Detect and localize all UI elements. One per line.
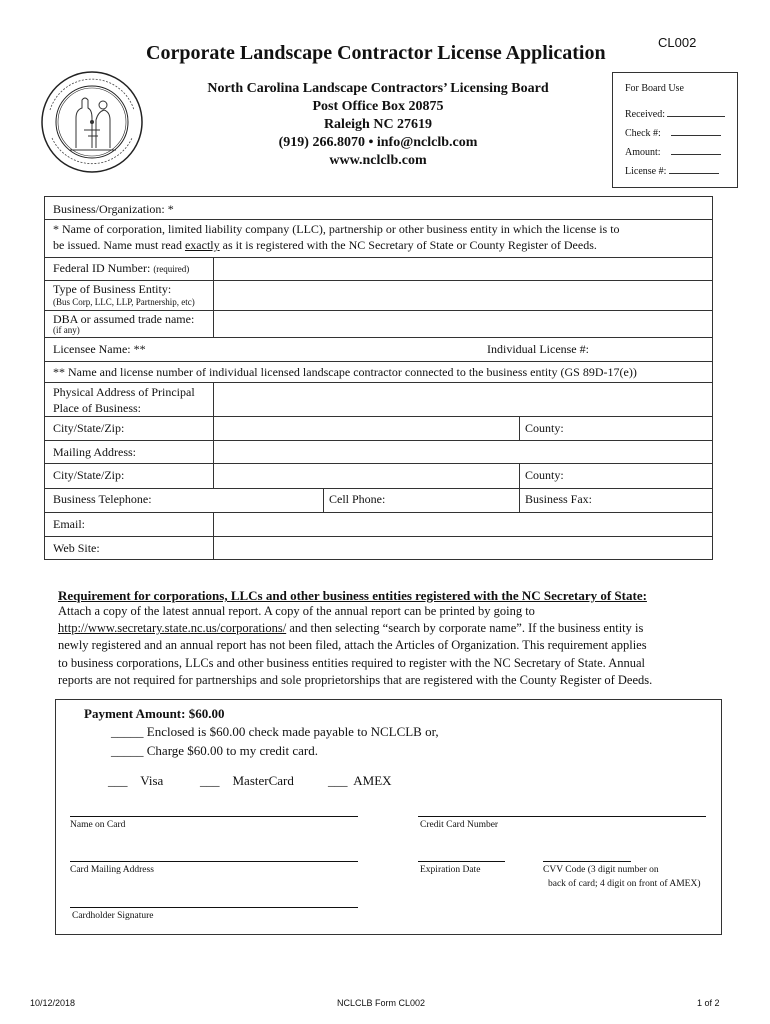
federal-id-input[interactable]	[214, 258, 711, 279]
city-state-zip-label-1: City/State/Zip:	[53, 421, 125, 435]
city-line: Raleigh NC 27619	[323, 117, 433, 132]
federal-id-label: Federal ID Number:	[53, 261, 151, 275]
board-seal-icon	[40, 70, 144, 174]
amex-label: AMEX	[353, 773, 392, 788]
entity-type-input[interactable]	[214, 281, 711, 309]
website-link[interactable]: www.nclclb.com	[329, 153, 427, 168]
dba-input[interactable]	[214, 311, 711, 336]
cell-phone-label: Cell Phone:	[329, 492, 386, 506]
board-use-title: For Board Use	[625, 83, 684, 94]
received-label: Received:	[625, 109, 665, 120]
application-form-table	[44, 196, 713, 560]
name-on-card-label: Name on Card	[70, 820, 126, 830]
visa-blank[interactable]: ___	[108, 773, 128, 788]
business-telephone-label: Business Telephone:	[53, 492, 152, 506]
signature-label: Cardholder Signature	[72, 911, 154, 921]
page-title: Corporate Landscape Contractor License Application	[146, 42, 606, 64]
board-use-box	[612, 72, 738, 188]
email-label: Email:	[53, 517, 85, 531]
business-org-note-line2-rest: as it is registered with the NC Secretary of State or County Register of Deeds.	[222, 238, 597, 252]
cvv-line[interactable]	[543, 861, 631, 862]
requirement-line-2: and then selecting “search by corporate name”. If the business entity is	[286, 621, 644, 636]
visa-label: Visa	[140, 773, 164, 788]
physical-address-label: Physical Address of Principal	[53, 385, 195, 399]
signature-line[interactable]	[70, 907, 358, 908]
business-org-note-line2: be issued. Name must read	[53, 238, 182, 252]
email-input[interactable]	[214, 513, 711, 535]
requirement-heading: Requirement for corporations, LLCs and other business entities registered with the NC Secretary of State:	[58, 588, 647, 603]
physical-address-input[interactable]	[214, 383, 711, 415]
individual-license-label: Individual License #:	[487, 342, 589, 356]
form-code: CL002	[658, 35, 697, 50]
card-mailing-address-label: Card Mailing Address	[70, 865, 154, 875]
name-on-card-line[interactable]	[70, 816, 358, 817]
card-number-label: Credit Card Number	[420, 820, 499, 830]
charge-option[interactable]: _____ Charge $60.00 to my credit card.	[111, 743, 318, 758]
entity-type-hint: (Bus Corp, LLC, LLP, Partnership, etc)	[53, 297, 195, 307]
county-label-2: County:	[525, 468, 564, 482]
mastercard-blank[interactable]: ___	[200, 773, 220, 788]
mailing-address-input[interactable]	[214, 441, 711, 462]
amex-blank[interactable]: ___	[328, 773, 348, 788]
card-number-line[interactable]	[418, 816, 706, 817]
expiration-date-label: Expiration Date	[420, 865, 481, 875]
board-name: North Carolina Landscape Contractors’ Licensing Board	[207, 81, 549, 96]
mastercard-label: MasterCard	[232, 773, 294, 788]
expiration-date-line[interactable]	[418, 861, 505, 862]
payment-amount: Payment Amount: $60.00	[84, 706, 225, 721]
requirement-line-4: to business corporations, LLCs and other business entities required to register with the NC Secretary of State. Annual	[58, 655, 646, 670]
footer-form-name: NCLCLB Form CL002	[337, 998, 426, 1008]
requirement-line-1: Attach a copy of the latest annual report. A copy of the annual report can be printed by going to	[58, 604, 535, 618]
city-state-zip-label-2: City/State/Zip:	[53, 468, 125, 482]
check-label: Check #:	[625, 128, 661, 139]
cvv-label-2: back of card; 4 digit on front of AMEX)	[548, 879, 701, 889]
po-box: Post Office Box 20875	[312, 99, 444, 114]
licensee-name-label: Licensee Name: **	[53, 342, 146, 356]
physical-address-label-2: Place of Business:	[53, 401, 141, 415]
footer-page-number: 1 of 2	[697, 998, 720, 1008]
requirement-body	[58, 603, 722, 689]
card-mailing-address-line[interactable]	[70, 861, 358, 862]
dba-label: DBA or assumed trade name:	[53, 312, 195, 326]
web-site-label: Web Site:	[53, 541, 100, 555]
county-label-1: County:	[525, 421, 564, 435]
dba-hint: (if any)	[53, 325, 80, 335]
requirement-line-3: newly registered and an annual report has not been filed, attach the Articles of Organization. This requirement applies	[58, 638, 647, 653]
cvv-label: CVV Code (3 digit number on	[543, 865, 659, 875]
business-org-label: Business/Organization: *	[53, 202, 174, 216]
enclosed-option[interactable]: _____ Enclosed is $60.00 check made payable to NCLCLB or,	[111, 724, 439, 739]
contact-line: (919) 266.8070 • info@nclclb.com	[278, 135, 478, 150]
entity-type-label: Type of Business Entity:	[53, 282, 172, 296]
secretary-state-link[interactable]: http://www.secretary.state.nc.us/corporations/	[58, 621, 287, 636]
business-org-note-line1: * Name of corporation, limited liability company (LLC), partnership or other business entity in which the license is to	[53, 222, 620, 236]
license-label: License #:	[625, 166, 667, 177]
federal-id-hint: (required)	[153, 264, 190, 274]
requirement-line-5: reports are not required for partnerships and sole proprietorships that are registered with the County Register of Deeds.	[58, 672, 653, 687]
footer-date: 10/12/2018	[30, 998, 76, 1008]
payment-box	[55, 699, 722, 935]
web-site-input[interactable]	[214, 537, 711, 558]
mailing-address-label: Mailing Address:	[53, 445, 136, 459]
business-fax-label: Business Fax:	[525, 492, 593, 506]
licensee-note: ** Name and license number of individual licensed landscape contractor connected to the business entity (GS 89D-17(e))	[53, 365, 637, 379]
amount-label: Amount:	[625, 147, 661, 158]
exactly-emphasis: exactly	[184, 238, 220, 252]
